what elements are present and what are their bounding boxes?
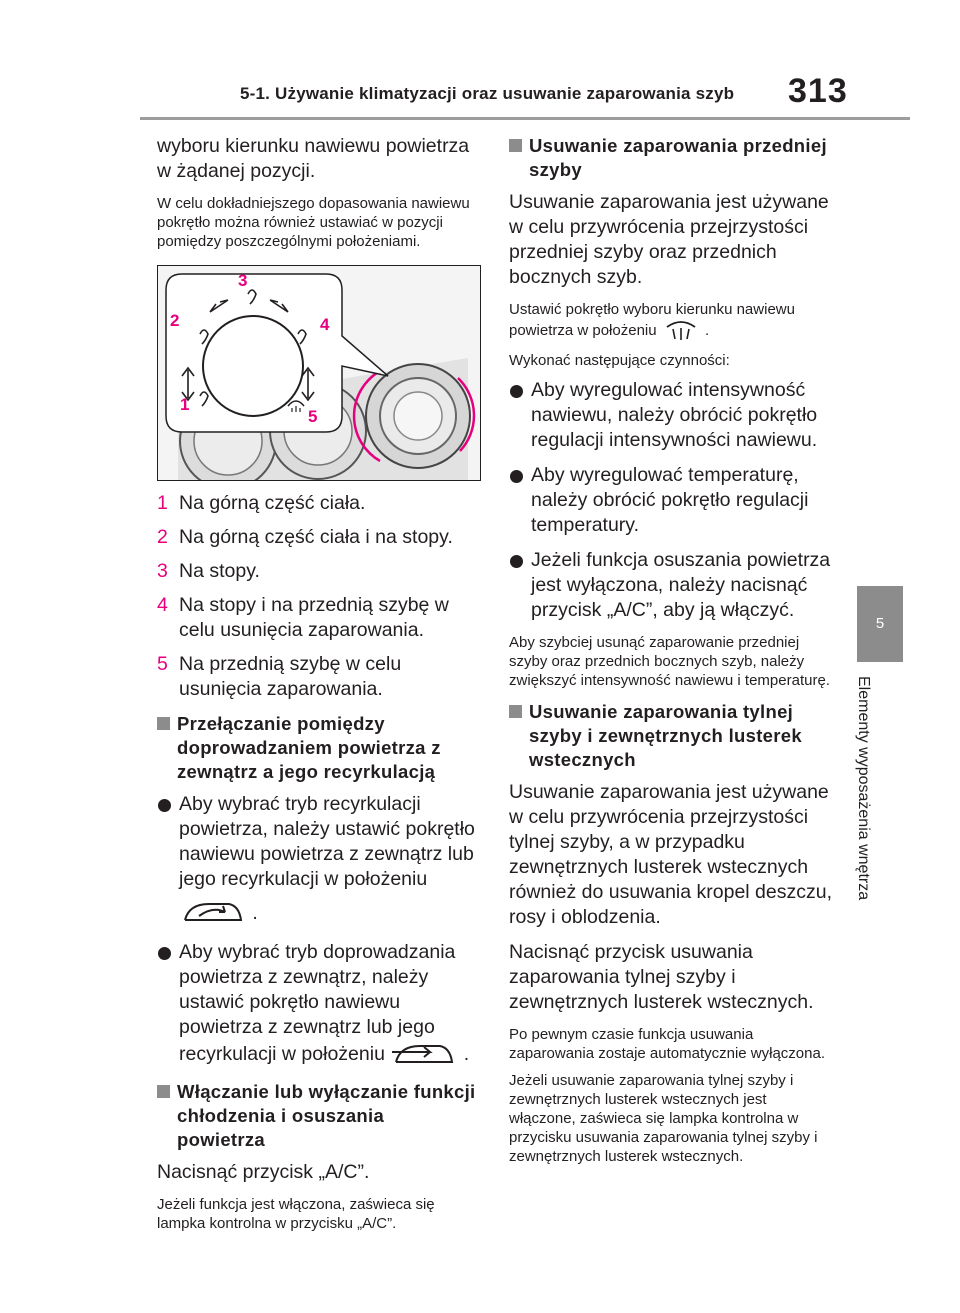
list-item	[157, 652, 477, 702]
item-number: 5	[157, 653, 168, 675]
intro-note: W celu dokładniejszego dopasowania nawiewu pokrętło można również ustawiać w pozycji pomiędzy poszczególnymi położeniami.	[157, 195, 470, 250]
heading-text: Usuwanie zaparowania tylnej szyby i zewnętrznych lusterek wstecznych	[529, 701, 802, 770]
rear-note-2: Jeżeli usuwanie zaparowania tylnej szyby i zewnętrznych lusterek wstecznych jest włączone, zaświeca się lampka kontrolna w przycisku usuwania zaparowania tylnej szyby i zewnętrznych lusterek wstecznych.	[509, 1072, 818, 1165]
bullet-text: Aby wyregulować intensywność nawiewu, należy obrócić pokrętło regulacji intensywności nawiewu.	[531, 379, 818, 451]
bullet-temperature	[509, 463, 834, 538]
outside-air-icon	[390, 1040, 458, 1070]
recirculation-icon	[179, 898, 247, 930]
front-note-a	[509, 300, 834, 343]
left-column	[157, 134, 477, 1241]
section-title: 5-1. Używanie klimatyzacji oraz usuwanie zaparowania szyb	[240, 84, 735, 103]
chapter-label-container	[855, 676, 888, 936]
front-note-c: Aby szybciej usunąć zaparowanie przedniej szyby oraz przednich bocznych szyb, należy zwiększyć intensywność nawiewu i temperaturę.	[509, 634, 830, 689]
rear-note-1: Po pewnym czasie funkcja usuwania zaparowania zostaje automatycznie wyłączona.	[509, 1026, 826, 1062]
bullet-outside-air	[157, 940, 477, 1070]
heading-ac	[157, 1080, 477, 1152]
intro-text: wyboru kierunku nawiewu powietrza w żądanej pozycji.	[157, 135, 470, 182]
right-column	[509, 134, 834, 1174]
figure-label-4: 4	[320, 315, 330, 334]
header-rule	[140, 117, 910, 120]
page-number: 313	[788, 72, 848, 110]
bullet-text: Aby wybrać tryb recyrkulacji powietrza, należy ustawić pokrętło nawiewu powietrza z zewnątrz lub jego recyrkulacji w położeniu	[179, 793, 475, 890]
bullet-dot-icon	[158, 799, 171, 812]
heading-square-icon	[509, 705, 522, 718]
front-note-b: Wykonać następujące czynności:	[509, 352, 730, 369]
heading-recirculation	[157, 712, 477, 784]
item-text: Na przednią szybę w celu usunięcia zaparowania.	[179, 653, 402, 700]
bullet-dot-icon	[510, 385, 523, 398]
bullet-dot-icon	[510, 555, 523, 568]
bullet-text: Jeżeli funkcja osuszania powietrza jest wyłączona, należy nacisnąć przycisk „A/C”, aby ją włączyć.	[531, 549, 831, 621]
bullet-text: Aby wyregulować temperaturę, należy obrócić pokrętło regulacji temperatury.	[531, 464, 809, 536]
figure-label-2: 2	[170, 311, 180, 330]
item-text: Na stopy.	[179, 560, 260, 582]
item-number: 4	[157, 594, 168, 616]
item-number: 2	[157, 526, 168, 548]
period-text: .	[463, 1043, 470, 1066]
figure-label-1: 1	[180, 395, 190, 414]
item-number: 3	[157, 560, 168, 582]
heading-text: Włączanie lub wyłączanie funkcji chłodzenia i osuszania powietrza	[177, 1081, 476, 1150]
front-note-a-text: Ustawić pokrętło wyboru kierunku nawiewu powietrza w położeniu	[509, 301, 795, 339]
figure-label-5: 5	[308, 407, 318, 426]
figure-label-3: 3	[238, 271, 248, 290]
rear-text: Usuwanie zaparowania jest używane w celu przywrócenia przejrzystości tylnej szyby, a w przypadku zewnętrznych lusterek wstecznych również do usuwania kropel deszczu, rosy i oblodzenia.	[509, 781, 833, 928]
heading-front-defog	[509, 134, 834, 182]
item-text: Na górną część ciała i na stopy.	[179, 526, 453, 548]
airflow-dial-illustration	[158, 266, 480, 480]
list-item	[157, 593, 477, 643]
bullet-fan-speed	[509, 378, 834, 453]
item-text: Na stopy i na przednią szybę w celu usunięcia zaparowania.	[179, 594, 449, 641]
heading-square-icon	[157, 717, 170, 730]
bullet-dot-icon	[510, 470, 523, 483]
front-text: Usuwanie zaparowania jest używane w celu przywrócenia przejrzystości przedniej szyby oraz przednich bocznych szyb.	[509, 191, 829, 288]
heading-text: Usuwanie zaparowania przedniej szyby	[529, 135, 827, 180]
chapter-label: Elementy wyposażenia wnętrza	[855, 676, 872, 901]
list-item	[157, 491, 477, 516]
bullet-ac-on	[509, 548, 834, 623]
bullet-recirculation	[157, 792, 477, 930]
heading-square-icon	[157, 1085, 170, 1098]
heading-rear-defog	[509, 700, 834, 772]
bullet-text: Aby wybrać tryb doprowadzania powietrza z zewnątrz, należy ustawić pokrętło nawiewu powietrza z zewnątrz lub jego recyrkulacji w położeniu	[179, 941, 456, 1066]
ac-text: Nacisnąć przycisk „A/C”.	[157, 1161, 370, 1183]
rear-text-2: Nacisnąć przycisk usuwania zaparowania tylnej szyby i zewnętrznych lusterek wstecznych.	[509, 941, 814, 1013]
ac-note: Jeżeli funkcja jest włączona, zaświeca się lampka kontrolna w przycisku „A/C”.	[157, 1196, 435, 1232]
period-text: .	[252, 902, 258, 925]
item-text: Na górną część ciała.	[179, 492, 366, 514]
item-number: 1	[157, 492, 168, 514]
list-item	[157, 559, 477, 584]
chapter-tab: 5	[857, 586, 903, 662]
heading-text: Przełączanie pomiędzy doprowadzaniem powietrza z zewnątrz a jego recyrkulacją	[177, 713, 441, 782]
list-item	[157, 525, 477, 550]
period-text: .	[704, 321, 710, 339]
bullet-dot-icon	[158, 947, 171, 960]
heading-square-icon	[509, 139, 522, 152]
airflow-dial-figure	[157, 265, 481, 481]
windshield-defog-icon	[661, 319, 701, 343]
